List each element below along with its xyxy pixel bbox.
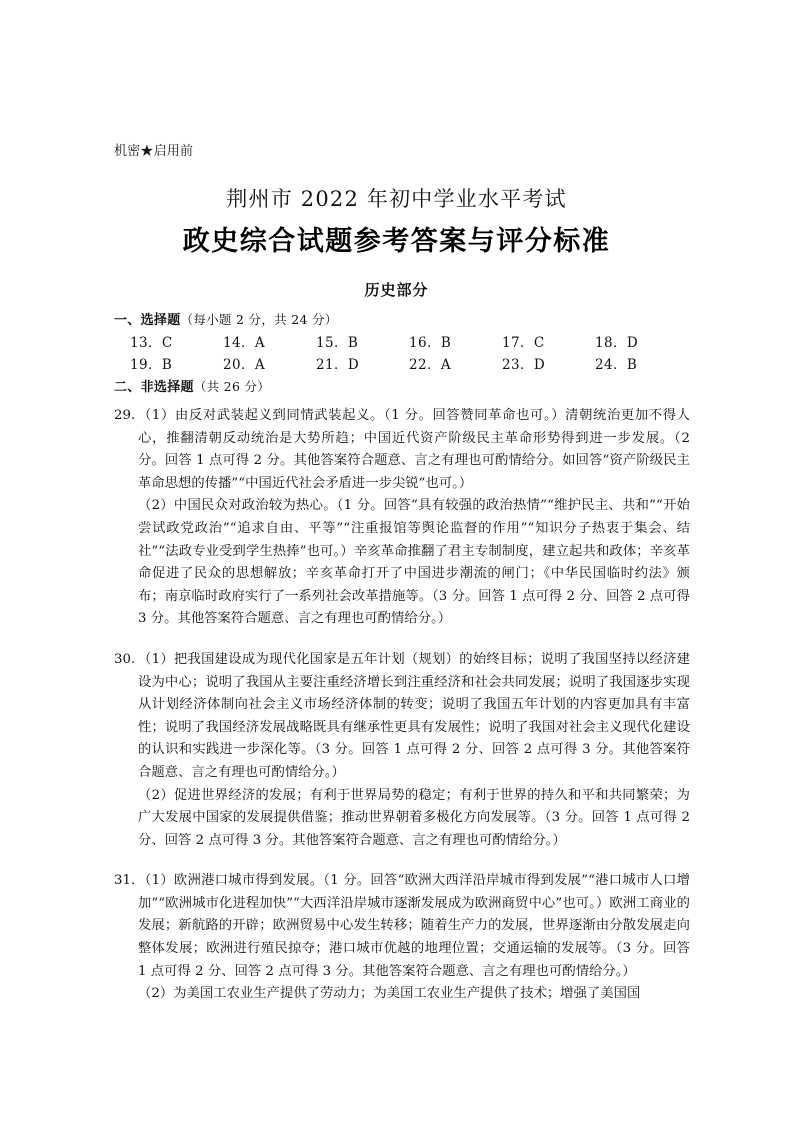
answer-number: 23． [502,357,534,373]
answer-cell [409,354,502,376]
answer-paragraph: （1）把我国建设成为现代化国家是五年计划（规划）的始终目标；说明了我国坚持以经济建设为中心；说明了我国从主要注重经济增长到注重经济和社会共同发展；说明了我国逐步实现从计划经济体制向社会主义市场经济体制的转变；说明了我国五年计划的内容更加具有丰富性；说明了我国经济发展战略既具有继承性更具有发展性；说明了我国对社会主义现代化建设的认识和实践进一步深化等。（3 分。回答 1 点可得 2 分、回答 2 点可得 3 分。其他答案符合题意、言之有理也可酌情给分。） [138,651,690,780]
answer-letter: B [626,357,638,373]
answer-number: 15． [316,335,348,351]
answer-number: 22． [409,357,441,373]
exam-title: 荆州市 2022 年初中学业水平考试 [226,187,567,211]
title-block [0,183,793,261]
answer-letter: B [440,335,452,351]
part-one-heading [114,309,690,332]
answer-cell [223,332,316,354]
question-answer-body [138,649,690,852]
part-two-label: 二、非选择题 [114,380,194,395]
question-answer-block [114,649,690,852]
answer-paragraph: （1）由反对武装起义到同情武装起义。（1 分。回答赞同革命也可。）清朝统治更加不得人心，推翻清朝反动统治是大势所趋；中国近代资产阶级民主革命形势得到进一步发展。（2 分。回答 1 点可得 2 分。其他答案符合题意、言之有理也可酌情给分。如回答“资产阶级民主革命思想的传播”“中国近代社会矛盾进一步尖锐”也可。） [138,408,690,491]
part-two-note: （共 26 分） [193,379,271,394]
answer-cell [316,332,409,354]
subject-section-heading: 历史部分 [364,281,429,299]
answer-paragraph: （2）为美国工农业生产提供了劳动力；为美国工农业生产提供了技术；增强了美国国 [138,986,641,1002]
answer-letter: B [347,335,359,351]
answer-letter: C [161,335,173,351]
answer-letter: C [533,335,545,351]
answer-cell [595,354,688,376]
answer-key-title: 政史综合试题参考答案与评分标准 [182,226,611,257]
answer-paragraph: （2）促进世界经济的发展；有利于世界局势的稳定；有利于世界的持久和平和共同繁荣；为广大发展中国家的发展提供借鉴；推动世界朝着多极化方向发展等。（3 分。回答 1 点可得 2 分、回答 2 点可得 3 分。其他答案符合题意、言之有理也可酌情给分。） [138,787,690,848]
answer-cell [223,354,316,376]
answer-cell [130,332,223,354]
answer-number: 13． [130,335,162,351]
document-content [114,309,690,1006]
question-answer-block [114,870,690,1006]
answer-cell [502,354,595,376]
question-number: 30. [114,651,136,667]
answer-number: 19． [130,357,162,373]
answer-paragraph: （2）中国民众对政治较为热心。（1 分。回答“具有较强的政治热情”“维护民主、共和”“开始尝试政党政治”“追求自由、平等”“注重报馆等舆论监督的作用”“知识分子热衷于集会、结社”“法政专业受到学生热捧”也可。）辛亥革命推翻了君主专制制度，建立起共和政体；辛亥革命促进了民众的思想解放；辛亥革命打开了中国进步潮流的闸门；《中华民国临时约法》颁布；南京临时政府实行了一系列社会改革措施等。（3 分。回答 1 点可得 2 分、回答 2 点可得 3 分。其他答案符合题意、言之有理也可酌情给分。） [138,498,690,627]
answer-cell [502,332,595,354]
question-number: 31. [114,873,136,889]
answer-cell [409,332,502,354]
answer-number: 24． [595,357,627,373]
answer-letter: D [626,335,639,351]
answer-number: 14． [223,335,255,351]
part-one-note: （每小题 2 分，共 24 分） [180,312,338,327]
secrecy-notice: 机密★启用前 [114,144,194,159]
answer-letter: A [254,357,266,373]
answer-number: 16． [409,335,441,351]
answer-letter: D [347,357,360,373]
answer-number: 18． [595,335,627,351]
answer-letter: D [533,357,546,373]
question-answer-block [114,405,690,631]
answer-cell [130,354,223,376]
answer-letter: B [161,357,173,373]
part-one-label: 一、选择题 [114,313,181,328]
answer-letter: A [254,335,266,351]
answer-number: 21． [316,357,348,373]
question-answer-body [138,405,690,631]
answer-number: 20． [223,357,255,373]
answer-paragraph: （1）欧洲港口城市得到发展。（1 分。回答“欧洲大西洋沿岸城市得到发展”“港口城市人口增加”“欧洲城市化进程加快”“大西洋沿岸城市逐渐发展成为欧洲商贸中心”也可。）欧洲工商业的发展；新航路的开辟；欧洲贸易中心发生转移；随着生产力的发展，世界逐渐由分散发展走向整体发展；欧洲进行殖民掠夺；港口城市优越的地理位置；交通运输的发展等。（3 分。回答 1 点可得 2 分、回答 2 点可得 3 分。其他答案符合题意、言之有理也可酌情给分。） [138,873,690,979]
question-answer-body [138,870,690,1006]
answer-number: 17． [502,335,534,351]
question-number: 29. [114,408,136,423]
part-two-heading [114,376,690,399]
answer-cell [595,332,688,354]
answer-row [130,332,690,354]
answer-row [130,354,690,376]
answer-cell [316,354,409,376]
answer-letter: A [440,357,452,373]
